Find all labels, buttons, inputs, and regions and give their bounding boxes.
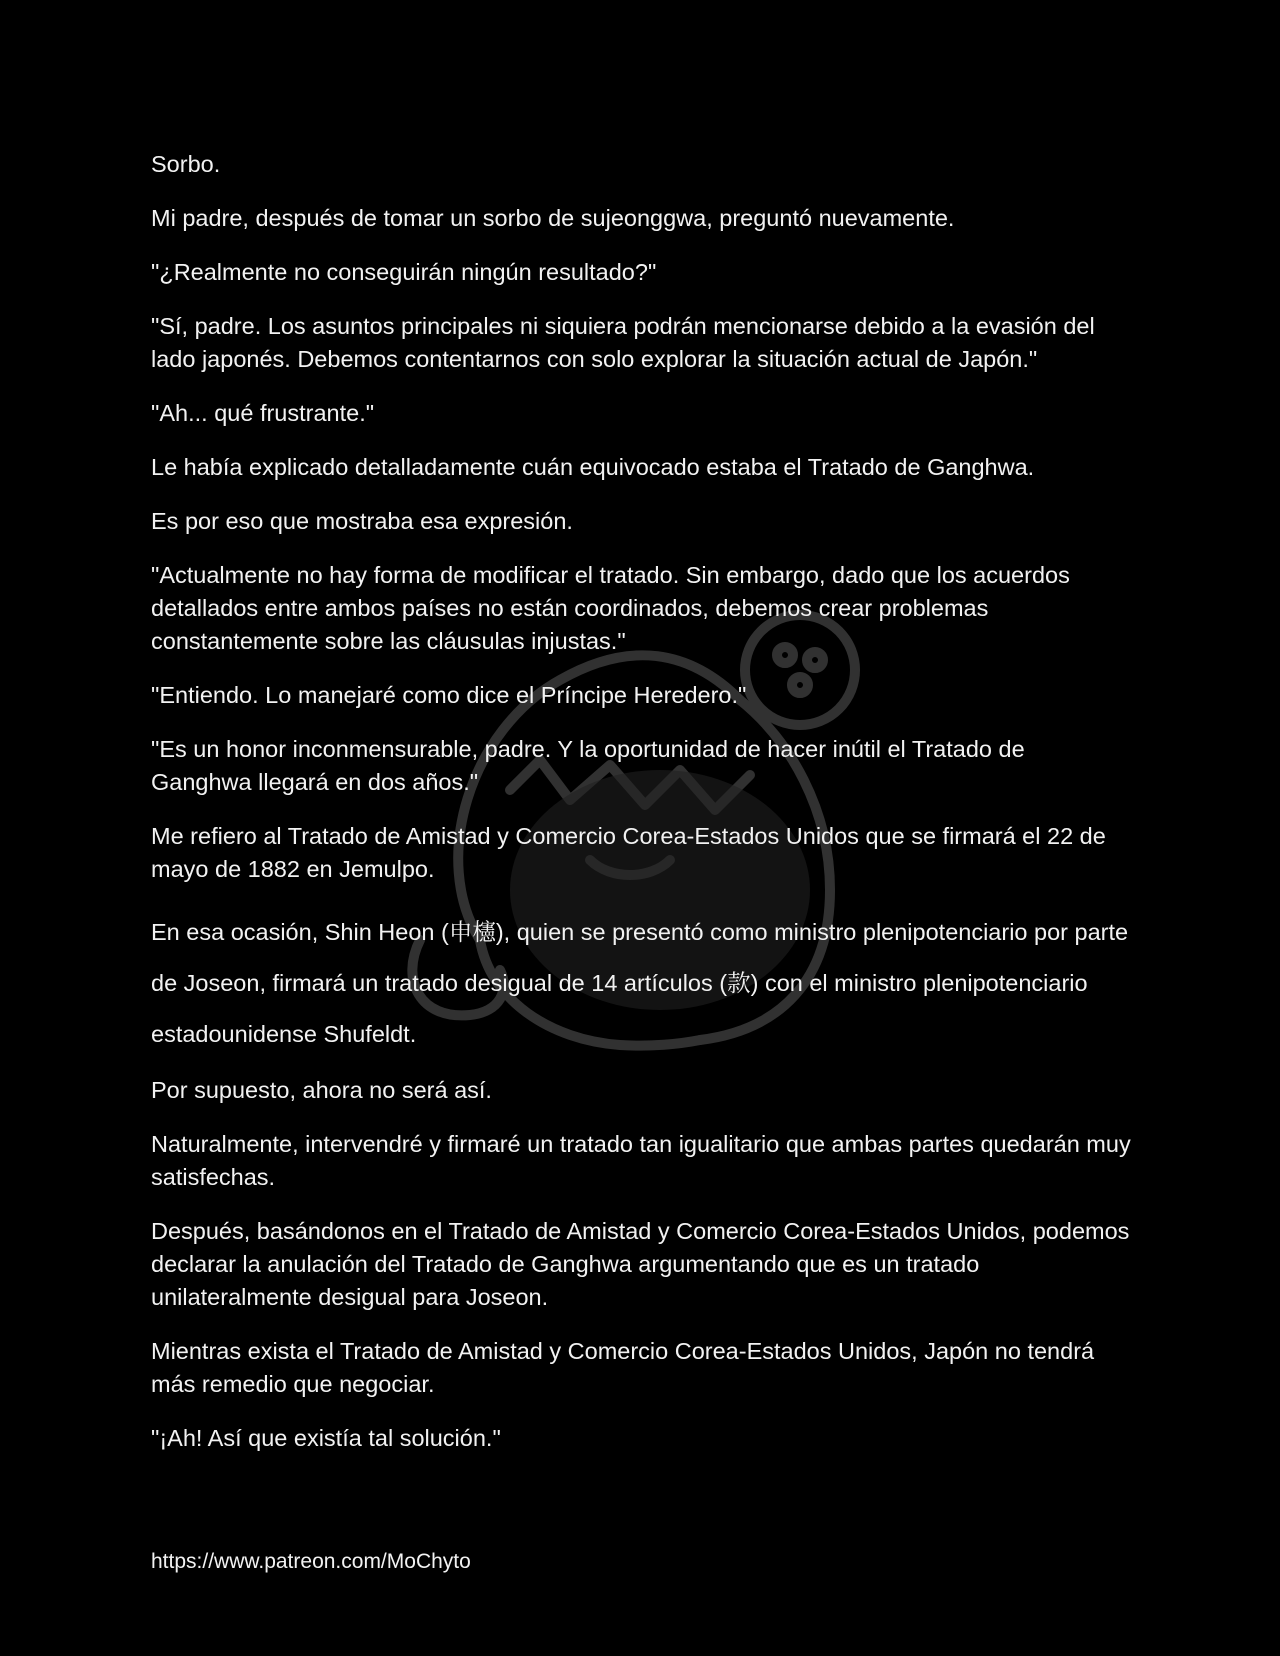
paragraph: Le había explicado detalladamente cuán equivocado estaba el Tratado de Ganghwa.	[151, 454, 1035, 480]
paragraph: "¿Realmente no conseguirán ningún resultado?"	[151, 259, 657, 285]
paragraph: Es por eso que mostraba esa expresión.	[151, 508, 573, 534]
paragraph: Después, basándonos en el Tratado de Amistad y Comercio Corea-Estados Unidos, podemos declarar la anulación del Tratado de Ganghwa argumentando que es un tratado unilateralmente desigual para Joseon.	[151, 1218, 1130, 1310]
paragraph: "Sí, padre. Los asuntos principales ni siquiera podrán mencionarse debido a la evasión del lado japonés. Debemos contentarnos con solo explorar la situación actual de Japón."	[151, 313, 1095, 372]
paragraph: Mi padre, después de tomar un sorbo de sujeonggwa, preguntó nuevamente.	[151, 205, 955, 231]
paragraph: Por supuesto, ahora no será así.	[151, 1077, 492, 1103]
paragraph: "Ah... qué frustrante."	[151, 400, 375, 426]
paragraph: En esa ocasión, Shin Heon (申櫶), quien se presentó como ministro plenipotenciario por parte de Joseon, firmará un tratado desigual de 14 artículos (款) con el ministro plenipotenciario estadounidense Shufeldt.	[151, 919, 1129, 1047]
paragraph: Me refiero al Tratado de Amistad y Comercio Corea-Estados Unidos que se firmará el 22 de mayo de 1882 en Jemulpo.	[151, 823, 1106, 882]
paragraph: "Entiendo. Lo manejaré como dice el Príncipe Heredero."	[151, 682, 747, 708]
paragraph: Sorbo.	[151, 151, 221, 177]
paragraph: Naturalmente, intervendré y firmaré un tratado tan igualitario que ambas partes quedarán muy satisfechas.	[151, 1131, 1131, 1190]
document-body	[151, 148, 1131, 1476]
paragraph: "Actualmente no hay forma de modificar el tratado. Sin embargo, dado que los acuerdos detallados entre ambos países no están coordinados, debemos crear problemas constantemente sobre las cláusulas injustas."	[151, 562, 1070, 654]
paragraph: Mientras exista el Tratado de Amistad y Comercio Corea-Estados Unidos, Japón no tendrá más remedio que negociar.	[151, 1338, 1095, 1397]
paragraph: "Es un honor inconmensurable, padre. Y la oportunidad de hacer inútil el Tratado de Ganghwa llegará en dos años."	[151, 736, 1025, 795]
patreon-link[interactable]: https://www.patreon.com/MoChyto	[151, 1550, 471, 1573]
paragraph: "¡Ah! Así que existía tal solución."	[151, 1425, 501, 1451]
